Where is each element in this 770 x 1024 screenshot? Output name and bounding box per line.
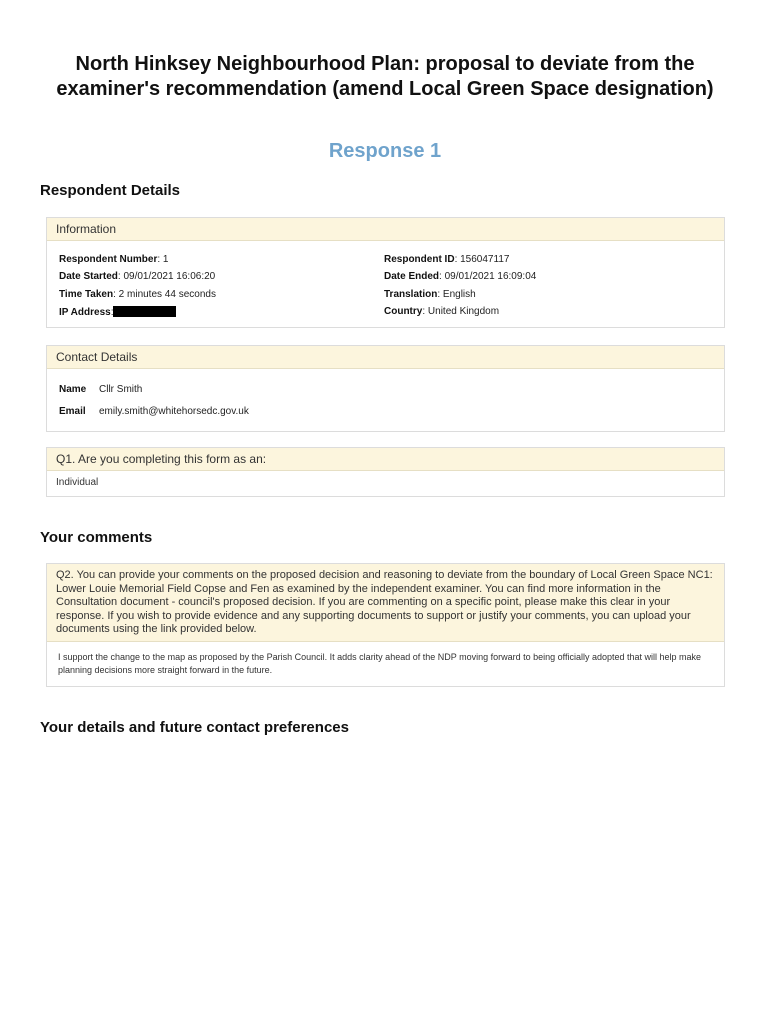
contact-name-label: Name (59, 384, 87, 395)
date-ended: Date Ended: 09/01/2021 16:09:04 (384, 271, 537, 282)
translation-label: Translation (384, 289, 438, 300)
q2-box (46, 563, 725, 687)
redaction-block (113, 306, 176, 317)
respondent-id-label: Respondent ID (384, 254, 455, 265)
country-label: Country (384, 306, 423, 317)
date-ended-label: Date Ended (384, 271, 440, 282)
respondent-number-label: Respondent Number (59, 254, 158, 265)
date-started-value: 09/01/2021 16:06:20 (123, 271, 216, 282)
respondent-number-value: 1 (162, 254, 169, 265)
country: Country: United Kingdom (384, 306, 500, 317)
date-ended-value: 09/01/2021 16:09:04 (444, 271, 537, 282)
q2-answer: I support the change to the map as proposed by the Parish Council. It adds clarity ahead of the NDP moving forward to being officially adopted that will help make planning decisions more straight forward in the future. (58, 651, 702, 675)
date-started-label: Date Started (59, 271, 118, 282)
time-taken-label: Time Taken (59, 289, 114, 300)
time-taken-value: 2 minutes 44 seconds (118, 289, 216, 300)
document-title: North Hinksey Neighbourhood Plan: proposal to deviate from the examiner's recommendation (amend Local Green Space designation) (56, 53, 714, 100)
contact-email-value: emily.smith@whitehorsedc.gov.uk (99, 406, 249, 417)
q2-question: Q2. You can provide your comments on the proposed decision and reasoning to deviate from the boundary of Local Green Space NC1: Lower Louie Memorial Field Copse and Fen as examined by the independent examiner. You can find more information in the Consultation document - council's proposed decision. If you are commenting on a specific point, please make this clear in your response. If you wish to provide evidence and any supporting documents to support or justify your comments, you can upload your documents using the link provided below. (47, 564, 724, 642)
contact-email-row (59, 406, 249, 417)
country-value: United Kingdom (427, 306, 500, 317)
future-contact-heading: Your details and future contact preferences (40, 719, 349, 736)
information-box (46, 217, 725, 328)
contact-details-header: Contact Details (47, 346, 724, 369)
translation-value: English (442, 289, 476, 300)
contact-email-label: Email (59, 406, 86, 417)
time-taken: Time Taken: 2 minutes 44 seconds (59, 289, 216, 300)
contact-name-value: Cllr Smith (99, 384, 143, 395)
respondent-details-heading: Respondent Details (40, 182, 181, 199)
information-header: Information (47, 218, 724, 241)
contact-name-row (59, 384, 142, 395)
your-comments-heading: Your comments (40, 529, 153, 546)
translation: Translation: English (384, 289, 476, 300)
q1-box (46, 447, 725, 497)
ip-address-label: IP Address (59, 307, 111, 318)
contact-details-box (46, 345, 725, 432)
response-label: Response 1 (328, 140, 442, 162)
q1-answer: Individual (56, 477, 99, 488)
respondent-id: Respondent ID: 156047117 (384, 254, 510, 265)
q1-question: Q1. Are you completing this form as an: (47, 448, 724, 471)
respondent-number: Respondent Number: 1 (59, 254, 169, 265)
ip-address: IP Address: (59, 306, 176, 318)
respondent-id-value: 156047117 (460, 254, 510, 265)
date-started: Date Started: 09/01/2021 16:06:20 (59, 271, 216, 282)
